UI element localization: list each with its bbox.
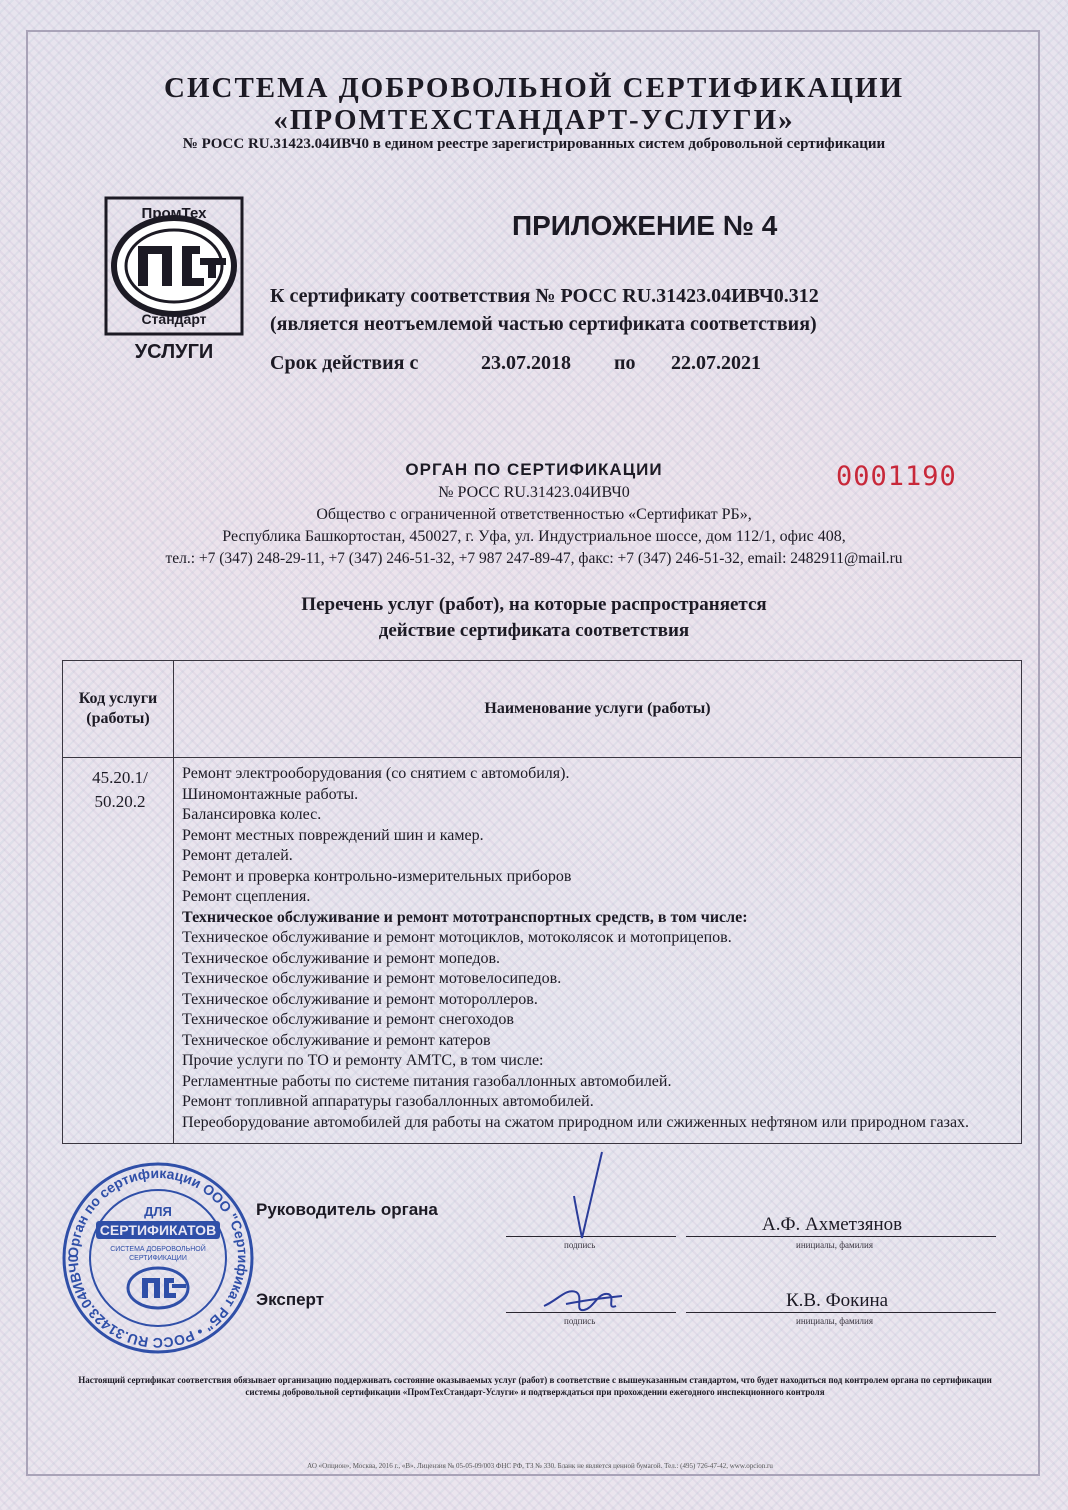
- stamp-ring-text: Орган по сертификации ООО "Сертификат РБ" • РОСС RU.31423.04ИВЧ0: [64, 1164, 252, 1352]
- column-header-name: Наименование услуги (работы): [174, 661, 1022, 758]
- certificate-reference: К сертификату соответствия № РОСС RU.31423.04ИВЧ0.312: [270, 285, 819, 307]
- valid-to-date: 22.07.2021: [671, 352, 761, 374]
- service-item: Ремонт электрооборудования (со снятием с автомобиля).: [182, 765, 570, 782]
- organ-number: № РОСС RU.31423.04ИВЧ0: [438, 484, 630, 501]
- list-title-line2: действие сертификата соответствия: [378, 620, 690, 641]
- expert-name: К.В. Фокина: [786, 1290, 889, 1311]
- service-item: Шиномонтажные работы.: [182, 785, 359, 803]
- service-name-cell: [174, 758, 1022, 1138]
- service-item: Ремонт сцепления.: [182, 888, 311, 905]
- table-header-row: [63, 661, 1022, 758]
- serial-number: 0001190: [836, 461, 957, 492]
- head-signature-caption: подпись: [564, 1240, 596, 1250]
- expert-label: Эксперт: [256, 1290, 325, 1309]
- head-signature: [556, 1148, 616, 1244]
- footer-printer: АО «Опцион», Москва, 2016 г., «В». Лицензия № 05-05-09/003 ФНС РФ, ТЗ № 330. Бланк не является ценной бумагой. Тел.: (495) 726-47-42, www.opcion.ru: [307, 1462, 773, 1470]
- organ-title: ОРГАН ПО СЕРТИФИКАЦИИ: [405, 460, 663, 479]
- head-name-caption: инициалы, фамилия: [796, 1240, 873, 1250]
- logo-top-text: ПромТех: [141, 205, 207, 222]
- valid-to-label: по: [614, 352, 636, 374]
- list-title-line1: Перечень услуг (работ), на которые распространяется: [301, 594, 767, 615]
- head-name: А.Ф. Ахметзянов: [762, 1214, 903, 1235]
- service-item: Техническое обслуживание и ремонт катеров: [182, 1031, 491, 1049]
- service-item: Техническое обслуживание и ремонт мотороллеров.: [182, 990, 538, 1008]
- organ-contacts: тел.: +7 (347) 248-29-11, +7 (347) 246-51-32, +7 987 247-89-47, факс: +7 (347) 246-51-32, email: 2482911@mail.ru: [165, 550, 903, 567]
- expert-signature-caption: подпись: [564, 1316, 596, 1326]
- stamp-sub1: СИСТЕМА ДОБРОВОЛЬНОЙ: [110, 1246, 206, 1253]
- services-table: [62, 660, 1022, 1144]
- logo-graphic: [104, 196, 246, 366]
- service-item: Переоборудование автомобилей для работы на сжатом природном или сжиженных нефтяном или природном газах.: [182, 1113, 970, 1131]
- service-item: Регламентные работы по системе питания газобаллонных автомобилей.: [182, 1072, 672, 1090]
- expert-name-caption: инициалы, фамилия: [796, 1316, 873, 1326]
- service-item: Техническое обслуживание и ремонт мопедов.: [182, 949, 501, 967]
- expert-name-line: [686, 1312, 996, 1313]
- stamp-graphic: [60, 1160, 256, 1356]
- head-name-line: [686, 1236, 996, 1237]
- service-code: 45.20.1/: [92, 768, 148, 787]
- service-code: 50.20.2: [94, 792, 146, 811]
- service-item: Прочие услуги по ТО и ремонту АМТС, в том числе:: [182, 1052, 544, 1069]
- validity-label: Срок действия с: [270, 352, 419, 374]
- service-item: Ремонт местных повреждений шин и камер.: [182, 826, 484, 844]
- expert-signature: [536, 1270, 626, 1322]
- service-item: Ремонт деталей.: [182, 847, 293, 864]
- column-header-code: Код услуги (работы): [63, 661, 174, 758]
- logo-caption: УСЛУГИ: [134, 341, 214, 363]
- stamp-for: ДЛЯ: [144, 1204, 172, 1219]
- organ-address: Республика Башкортостан, 450027, г. Уфа, ул. Индустриальное шоссе, дом 112/1, офис 408,: [222, 528, 846, 545]
- footer-notice: Настоящий сертификат соответствия обязывает организацию поддерживать состояние оказываемых услуг (работ) в соответствие с вышеуказанным стандартом, что будет находиться под контролем органа по сертификации системы добровольной сертификации «ПромТехСтандарт-Услуги» и подтверждаться при прохождении ежегодного инспекционного контроля: [78, 1375, 992, 1397]
- organ-company: Общество с ограниченной ответственностью «Сертификат РБ»,: [316, 506, 752, 523]
- service-item: Техническое обслуживание и ремонт снегоходов: [182, 1011, 514, 1028]
- service-item: Техническое обслуживание и ремонт мотовелосипедов.: [182, 970, 562, 987]
- certificate-note: (является неотъемлемой частью сертификата соответствия): [270, 313, 817, 335]
- promtech-logo: [104, 196, 246, 366]
- registry-line: № РОСС RU.31423.04ИВЧ0 в едином реестре зарегистрированных систем добровольной сертификации: [182, 136, 886, 152]
- appendix-title: ПРИЛОЖЕНИЕ № 4: [512, 210, 778, 241]
- service-code-cell: [63, 758, 174, 1138]
- logo-bottom-text: Стандарт: [141, 311, 207, 327]
- service-item: Техническое обслуживание и ремонт мототранспортных средств, в том числе:: [182, 908, 748, 926]
- stamp-title: СЕРТИФИКАТОВ: [99, 1222, 217, 1238]
- stamp-sub2: СЕРТИФИКАЦИИ: [129, 1255, 187, 1262]
- service-item: Ремонт топливной аппаратуры газобаллонных автомобилей.: [182, 1093, 594, 1110]
- organ-stamp: [60, 1160, 256, 1356]
- system-title: СИСТЕМА ДОБРОВОЛЬНОЙ СЕРТИФИКАЦИИ: [164, 72, 904, 104]
- system-name: «ПРОМТЕХСТАНДАРТ-УСЛУГИ»: [273, 104, 795, 136]
- service-item: Ремонт и проверка контрольно-измерительных приборов: [182, 867, 572, 885]
- service-item: Техническое обслуживание и ремонт мотоциклов, мотоколясок и мотоприцепов.: [182, 929, 732, 946]
- service-item: Балансировка колес.: [182, 806, 322, 823]
- table-row: [63, 758, 1022, 1138]
- head-label: Руководитель органа: [256, 1200, 438, 1219]
- valid-from-date: 23.07.2018: [481, 352, 571, 374]
